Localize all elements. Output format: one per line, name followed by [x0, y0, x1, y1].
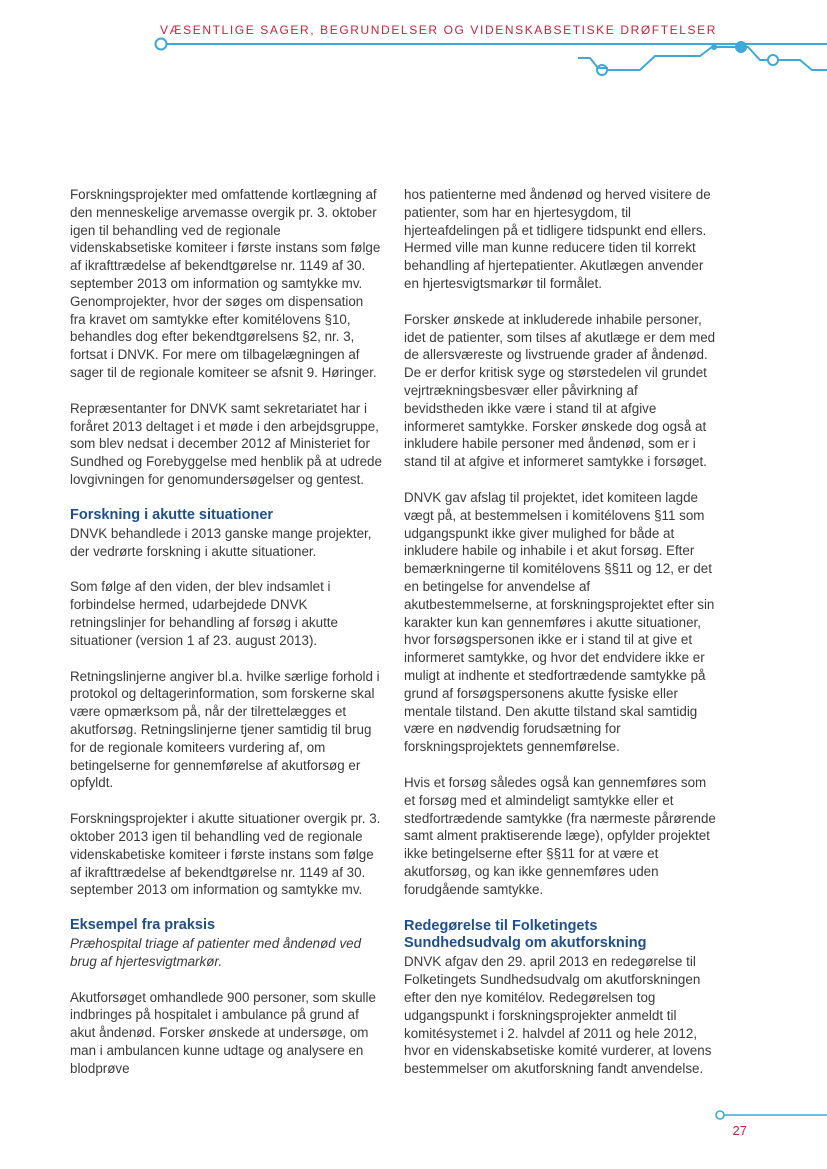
circuit-line-decoration — [0, 0, 827, 90]
footer-line-decoration — [700, 1098, 827, 1128]
page-number: 27 — [732, 1123, 747, 1138]
paragraph: Akutforsøget omhandlede 900 personer, som skulle indbringes på hospitalet i ambulance på grund af akut åndenød. Forsker ønskede at undersøge, om man i ambulancen kunne udtage og analysere en blodprøve — [70, 989, 376, 1076]
paragraph: Repræsentanter for DNVK samt sekretariatet har i foråret 2013 deltaget i et møde i den arbejdsgruppe, som blev nedsat i december 2012 af Ministeriet for Sundhed og Forebyggelse med henblik på at udrede lovgivningen for genomundersøgelser og gentest. — [70, 400, 382, 487]
paragraph: Hvis et forsøg således også kan gennemføres som et forsøg med et almindeligt samtykke eller et stedfortrædende samtykke (fra nærmeste pårørende samt alment praktiserende læge), opfylder projektet ikke betingelserne efter §§11 for at være et akutforsøg, og kan ikke gennemføres uden forudgående samtykke. — [404, 774, 716, 897]
circuit-dot-small — [711, 44, 717, 50]
paragraph: DNVK afgav den 29. april 2013 en redegørelse til Folketingets Sundhedsudvalg om akutforskningen efter den nye komitélov. Redegørelsen tog udgangspunkt i forskningsprojekter anmeldt til komitésystemet i 2. halvdel af 2011 og hele 2012, hvor en videnskabsetiske komité vurderer, at lovens bestemmelser om akutforskning fandt anvendelse. — [404, 954, 712, 1077]
paragraph: Forskningsprojekter med omfattende kortlægning af den menneskelige arvemasse overgik pr. 3. oktober igen til behandling ved de regionale videnskabsetiske komiteer i første instans som følge af ikrafttrædelse af bekendtgørelse nr. 1149 af 30. september 2013 om information og samtykke mv. Genomprojekter, hvor der søges om dispensation fra kravet om samtykke efter komitélovens §10, behandles dog efter bekendtgørelsens §2, nr. 3, fortsat i DNVK. For mere om tilbagelægningen af sager til de regionale komiteer se afsnit 9. Høringer. — [70, 187, 381, 380]
section-heading: Eksempel fra praksis — [70, 917, 216, 934]
circuit-dot-filled — [735, 41, 747, 53]
paragraph: Forsker ønskede at inkluderede inhabile personer, idet de patienter, som tilses af akutlæge er dem med de allersværeste og livstruende grader af åndenød. De er derfor kritisk syge og størstedelen vil grundet vejrtrækningsbesvær eller påvirkning af bevidstheden ikke være i stand til at afgive informeret samtykke. Forsker ønskede dog også at inkludere habile personer med åndenød, som er i stand til at afgive et informeret samtykke i forsøget. — [404, 311, 716, 470]
example-subtitle: Præhospital triage af patienter med åndenød ved brug af hjertesvigtmarkør. — [70, 936, 362, 969]
right-text-column — [404, 186, 716, 1078]
circuit-branch-left — [578, 58, 608, 68]
left-text-column — [70, 186, 382, 1078]
footer-node — [716, 1111, 724, 1119]
paragraph: DNVK behandlede i 2013 ganske mange projekter, der vedrørte forskning i akutte situationer. — [70, 525, 372, 559]
paragraph: Som følge af den viden, der blev indsamlet i forbindelse hermed, udarbejdede DNVK retningslinjer for behandling af forsøg i akutte situationer (version 1 af 23. august 2013). — [70, 579, 338, 648]
paragraph: Retningslinjerne angiver bl.a. hvilke særlige forhold i protokol og deltagerinformation, som forskerne skal være opmærksom på, når der tilrettelægges et akutforsøg. Retningslinjerne tjener samtidig til brug for de regionale komiteers vurdering af, om betingelserne for gennemførelse af akutforsøg er opfyldt. — [70, 668, 380, 791]
paragraph: hos patienterne med åndenød og herved visitere de patienter, som har en hjertesygdom, til hjerteafdelingen på et tidligere tidspunkt end ellers. Hermed ville man kunne reducere tiden til korrekt behandling af hjertepatienter. Akutlægen anvender en hjertesvigtsmarkør til formålet. — [404, 187, 711, 291]
circuit-branch-far — [779, 60, 827, 70]
paragraph: Forskningsprojekter i akutte situationer overgik pr. 3. oktober 2013 igen til behandling ved de regionale videnskabetiske komiteer i første instans som følge af ikrafttrædelse af bekendtgørelse nr. 1149 af 30. september 2013 om information og samtykke mv. — [70, 811, 381, 898]
running-header: VÆSENTLIGE SAGER, BEGRUNDELSER OG VIDENSKABSETISKE DRØFTELSER — [159, 23, 717, 37]
section-heading: Redegørelse til Folketingets Sundhedsudvalg om akutforskning — [404, 918, 647, 952]
paragraph: DNVK gav afslag til projektet, idet komiteen lagde vægt på, at bestemmelsen i komitélovens §11 som udgangspunkt ikke giver mulighed for både at inkludere habile og inhabile i et akut forsøg. Efter bemærkningerne til komitélovens §§11 og 12, er det en betingelse for anvendelse af akutbestemmelserne, at forskningsprojektet efter sin karakter kun kan gennemføres i akutte situationer, hvor forsøgspersonen ikke er i stand til at give et informeret samtykke, og hvor det endvidere ikke er muligt at indhente et stedfortrædende samtykke på grund af forsøgspersonens akutte fysiske eller mentale tilstand. Den akutte tilstand skal samtidig være en nødvendig forudsætning for forskningsprojektets gennemførelse. — [404, 489, 715, 755]
circuit-branch-mid — [608, 47, 712, 70]
circuit-node-right — [768, 55, 778, 65]
circuit-node-left — [156, 39, 167, 50]
circuit-node-lower — [597, 65, 607, 75]
section-heading: Forskning i akutte situationer — [70, 506, 274, 523]
